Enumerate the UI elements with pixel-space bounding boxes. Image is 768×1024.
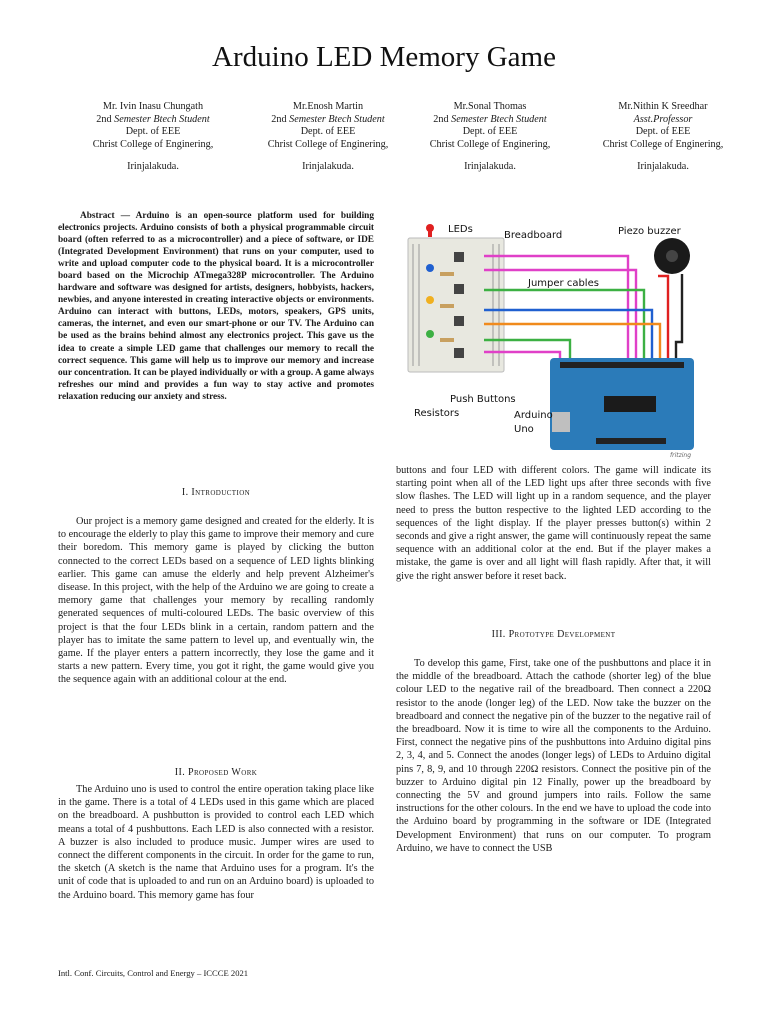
push-button-3 [454,316,464,326]
author-college: Christ College of Enginering, [267,138,389,150]
author-role: 2nd Semester Btech Student [433,113,547,125]
section-heading-proposed-work: II. Proposed Work [174,767,258,778]
proposed-work-text-continued: buttons and four LED with different colors. The game will indicate its starting point when all of the LED light ups after three seconds with five slow flashes. The LED will light up in a random sequence, and the player need to press the button respective to the lighted LED according to the sequences of the light display. If the player presses button(s) within 2 seconds and give a right answer, the game will continuously repeat the same sequence with an additional color at the end. But if the player makes a mistake, the game is over and all light will flash rapidly. After that, it will give the right answer before it reset back. [396,465,711,582]
jumper-wires [484,256,682,358]
author-dept: Dept. of EEE [635,126,691,138]
author-role: 2nd Semester Btech Student [271,113,385,125]
author-dept: Dept. of EEE [462,126,518,138]
section-heading-introduction: I. Introduction [181,487,251,498]
resistor-3 [440,338,454,342]
push-button-2 [454,284,464,294]
footer-conference: Intl. Conf. Circuits, Control and Energy – ICCCE 2021 [58,968,249,978]
label-push-buttons: Push Buttons [450,394,516,405]
author-role: Asst.Professor [633,113,693,125]
section-heading-prototype-development: III. Prototype Development [491,629,616,640]
author-dept: Dept. of EEE [300,126,356,138]
author-name: Mr. Ivin Inasu Chungath [102,101,204,112]
introduction-text: Our project is a memory game designed and created for the elderly. It is to encourage the elderly to play this game to improve their memory and cure their boredom. This memory game is played by clicking the button connected to the correct LEDs based on a sequence of LED lights blinking earlier. This game can amuse the elderly and help prevent Alzheimer's disease. In this project, with the help of the Arduino we are going to create a memory game that challenges your memory by recalling randomly generated sequences of multi-coloured LEDs. The basic overview of this project is that the four LEDs blink in a certain, random pattern and the player has to imitate the same pattern to level up, and eventually win, the game. If the player enters a pattern incorrectly, they lose the game and it starts a new pattern. Every time, you got it right, the game would give you the sequence again with an additional colour at the end. [58,516,374,686]
author-city: Irinjalakuda. [302,161,354,173]
label-leds: LEDs [448,224,473,235]
label-piezo-buzzer: Piezo buzzer [618,226,681,237]
abstract: Abstract — Arduino is an open-source platform used for building electronics projects. Arduino consists of both a physical programmable circuit board (often referred to as a microcontroller) and a piece of software, or IDE (Integrated Development Environment) that runs on your computer, used to write and upload computer code to the physical board. It is a microcontroller board based on the Microchip ATmega328P microcontroller. The Arduino hardware and software was designed for artists, designers, hobbyists, hackers, newbies, and anyone interested in creating interactive objects or environments. Arduino can interact with buttons, LEDs, motors, speakers, GPS units, cameras, the internet, and even our smart-phone or our TV. The Arduino can be used as the brains behind almost any electronics project. This gave us the idea to create a simple LED game that challenges our memory to recall the correct sequence. This game will help us to improve our memory and increase our concentration. It can be played individually or with a group. A game always refreshes our mind and provides a fun way to stay active and promotes relaxation reducing our anxiety and stress. [58,211,374,402]
author-1 [68,101,238,174]
author-role: 2nd Semester Btech Student [96,113,210,125]
circuit-diagram [400,212,714,460]
wire-blue [484,310,652,358]
led-yellow [426,296,434,304]
author-city: Irinjalakuda. [464,161,516,173]
label-jumper-cables: Jumper cables [528,278,599,289]
label-uno: Uno [514,424,534,435]
author-name: Mr.Sonal Thomas [453,101,527,112]
led-blue [426,264,434,272]
author-name: Mr.Enosh Martin [292,101,364,112]
proposed-work-text: The Arduino uno is used to control the entire operation taking place like in the game. There is a total of 4 LEDs used in this game which are placed on the breadboard. A pushbutton is provided to control each LED which means a total of 4 pushbuttons. Each LED is also connected with a resistor. A buzzer is also included to produce music. Jumper wires are used to connect the different components in the circuit. In order for the game to run, the sketch (A sketch is the name that Arduino uses for a program. It's the unit of code that is uploaded to and run on an Arduino board) is uploaded to the Arduino board. This memory game has four [58,784,374,901]
resistor-1 [440,272,454,276]
resistor-2 [440,304,454,308]
author-city: Irinjalakuda. [637,161,689,173]
author-2 [248,101,408,174]
author-college: Christ College of Enginering, [92,138,214,150]
fritzing-credit: fritzing [670,452,692,459]
paper-title: Arduino LED Memory Game [212,41,556,73]
author-3 [410,101,570,174]
led-red [426,224,434,237]
circuit-figure [400,212,714,460]
label-breadboard: Breadboard [504,230,563,241]
push-button-1 [454,252,464,262]
author-name: Mr.Nithin K Sreedhar [618,101,708,112]
wire-black [676,274,682,358]
prototype-development-text: To develop this game, First, take one of the pushbuttons and place it in the middle of the breadboard. Attach the cathode (shorter leg) of the blue colour LED to the negative rail of the breadboard. Then connect a 220Ω resistor to the anode (longer leg) of the LED. Now take the buzzer on the breadboard and connect the negative pin of the buzzer to the negative rail of the breadboard. Now it is time to wire all the components to the Arduino. First, connect the negative pins of the pushbuttons into Arduino digital pins 2, 3, 4, and 5. Connect the anodes (longer legs) of LEDs to Arduino digital pins 7, 8, 9, and 10 through 220Ω resistors. Connect the positive pin of the buzzer to Arduino digital pin 12 Finally, power up the breadboard by connecting the 5V and ground jumpers into rails. Follow the same instructions for the other colours. In the end we have to upload the code into the Arduino board by programming in the software or IDE (Integrated Development Environment) that runs on our computer. To program Arduino, we have to connect the USB [396,658,711,854]
led-green [426,330,434,338]
author-city: Irinjalakuda. [127,161,179,173]
author-college: Christ College of Enginering, [602,138,724,150]
author-dept: Dept. of EEE [125,126,181,138]
author-college: Christ College of Enginering, [429,138,551,150]
arduino-uno-board [550,358,694,450]
label-resistors: Resistors [414,408,460,419]
push-button-4 [454,348,464,358]
label-arduino: Arduino [514,410,553,421]
wire-pink [484,256,628,358]
author-4 [578,101,748,174]
